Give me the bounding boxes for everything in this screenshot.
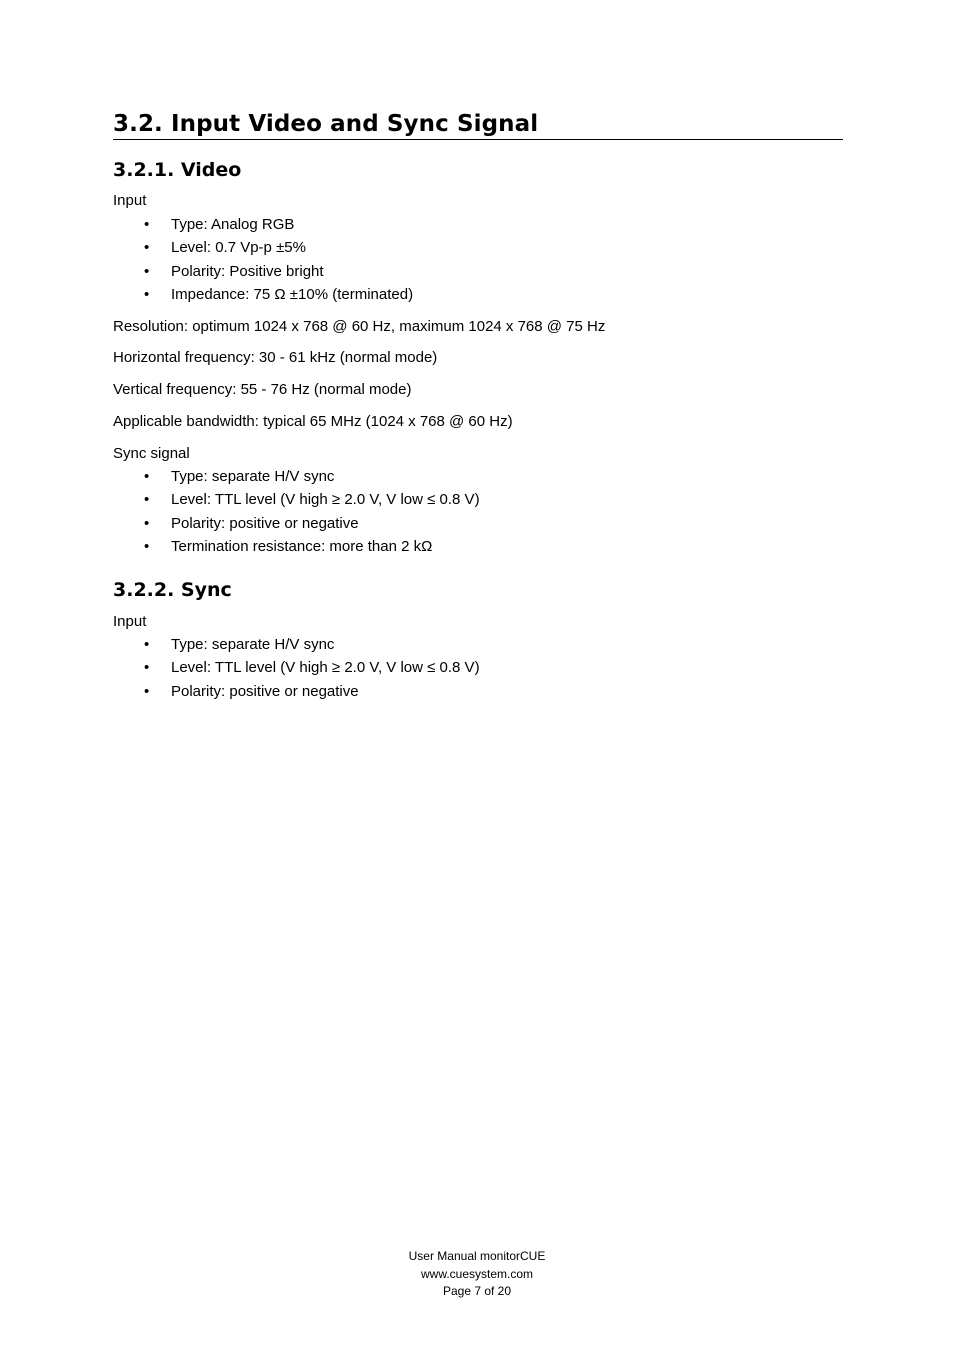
bullet-icon: • <box>144 216 150 233</box>
bullet-icon: • <box>144 239 150 257</box>
bullet-icon: • <box>144 468 150 485</box>
video-input-list <box>113 216 413 309</box>
video-subheading: 3.2.1. Video <box>113 159 242 181</box>
list-item: • Polarity: positive or negative <box>144 682 359 700</box>
horizontal-frequency-text: Horizontal frequency: 30 - 61 kHz (normal mode) <box>113 349 438 366</box>
footer-page-number: Page 7 of 20 <box>442 1284 512 1298</box>
list-item: • Level: TTL level (V high ≥ 2.0 V, V low ≤ 0.8 V) <box>144 491 480 509</box>
list-item: • Termination resistance: more than 2 kΩ <box>144 537 433 555</box>
sync-signal-list <box>113 468 480 561</box>
bullet-icon: • <box>144 491 150 509</box>
list-item: • Polarity: Positive bright <box>144 262 324 280</box>
resolution-text: Resolution: optimum 1024 x 768 @ 60 Hz, maximum 1024 x 768 @ 75 Hz <box>113 318 606 335</box>
footer-title: User Manual monitorCUE <box>408 1249 546 1263</box>
bullet-icon: • <box>144 285 150 303</box>
list-item: • Type: Analog RGB <box>144 216 295 233</box>
list-item: • Type: separate H/V sync <box>144 636 335 653</box>
bandwidth-text: Applicable bandwidth: typical 65 MHz (1024 x 768 @ 60 Hz) <box>113 413 513 430</box>
list-item: • Level: TTL level (V high ≥ 2.0 V, V low ≤ 0.8 V) <box>144 659 480 677</box>
list-item: • Level: 0.7 Vp-p ±5% <box>144 239 306 257</box>
sync-input-list <box>113 636 480 706</box>
list-item: • Polarity: positive or negative <box>144 514 359 532</box>
bullet-icon: • <box>144 682 150 700</box>
bullet-icon: • <box>144 262 150 280</box>
sync-signal-label: Sync signal <box>113 445 190 462</box>
bullet-icon: • <box>144 514 150 532</box>
page-footer <box>0 1248 954 1301</box>
bullet-icon: • <box>144 636 150 653</box>
section-heading: 3.2. Input Video and Sync Signal <box>113 110 843 140</box>
footer-website: www.cuesystem.com <box>420 1266 534 1281</box>
list-item: • Impedance: 75 Ω ±10% (terminated) <box>144 285 414 303</box>
vertical-frequency-text: Vertical frequency: 55 - 76 Hz (normal mode) <box>113 381 412 398</box>
sync-input-label: Input <box>113 613 147 630</box>
bullet-icon: • <box>144 659 150 677</box>
list-item: • Type: separate H/V sync <box>144 468 335 485</box>
video-input-label: Input <box>113 192 147 209</box>
sync-subheading: 3.2.2. Sync <box>113 579 232 601</box>
bullet-icon: • <box>144 537 150 555</box>
